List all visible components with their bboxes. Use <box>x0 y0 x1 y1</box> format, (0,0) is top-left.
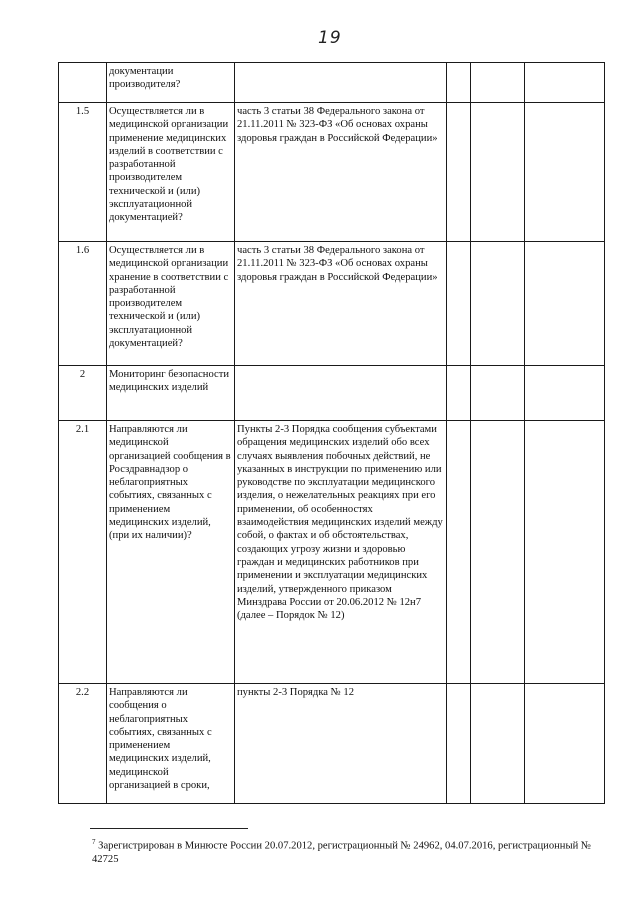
row-number: 1.6 <box>59 242 107 366</box>
row-question: Направляются ли сообщения о неблагоприятных событиях, связанных с применением медицинских изделий, медицинской организацией в сроки, <box>107 684 235 804</box>
checklist-table <box>58 62 605 804</box>
row-number: 2.2 <box>59 684 107 804</box>
row-question: Направляются ли медицинской организацией сообщения в Росздравнадзор о неблагоприятных событиях, связанных с применением медицинских изделий, (при их наличии)? <box>107 421 235 684</box>
footnote-text: Зарегистрирован в Минюсте России 20.07.2012, регистрационный № 24962, 04.07.2016, регистрационный № 42725 <box>92 840 592 866</box>
row-reference <box>235 63 447 103</box>
row-number: 2 <box>59 366 107 421</box>
answer-cell-no <box>471 63 525 103</box>
row-reference: пункты 2-3 Порядка № 12 <box>235 684 447 804</box>
answer-cell-yes <box>447 684 471 804</box>
row-number: 2.1 <box>59 421 107 684</box>
row-question: Мониторинг безопасности медицинских изделий <box>107 366 235 421</box>
answer-cell-no <box>471 242 525 366</box>
answer-cell-note <box>525 242 605 366</box>
answer-cell-no <box>471 684 525 804</box>
answer-cell-yes <box>447 421 471 684</box>
row-reference: Пункты 2-3 Порядка сообщения субъектами обращения медицинских изделий обо всех случаях выявления побочных действий, не указанных в инструкции по применению или руководстве по эксплуатации медицинского изделия, о нежелательных реакциях при его применении, об особенностях взаимодействия медицинских изделий между собой, о фактах и об обстоятельствах, создающих угрозу жизни и здоровью граждан и медицинских работников при применении и эксплуатации медицинских изделий, утвержденного приказом Минздрава России от 20.06.2012 № 12н7 (далее – Порядок № 12) <box>235 421 447 684</box>
answer-cell-yes <box>447 63 471 103</box>
footnote <box>92 836 592 867</box>
table-row <box>59 684 605 804</box>
answer-cell-no <box>471 103 525 242</box>
page-number: 19 <box>318 28 342 48</box>
footnote-separator <box>90 828 248 829</box>
answer-cell-yes <box>447 103 471 242</box>
row-question: документации производителя? <box>107 63 235 103</box>
table-row <box>59 366 605 421</box>
answer-cell-yes <box>447 242 471 366</box>
row-question: Осуществляется ли в медицинской организации хранение в соответствии с разработанной производителем технической и (или) эксплуатационной документацией? <box>107 242 235 366</box>
answer-cell-note <box>525 103 605 242</box>
table-row <box>59 242 605 366</box>
row-question: Осуществляется ли в медицинской организации применение медицинских изделий в соответствии с разработанной производителем технической и (или) эксплуатационной документацией? <box>107 103 235 242</box>
answer-cell-no <box>471 366 525 421</box>
row-number <box>59 63 107 103</box>
footnote-marker: 7 <box>92 838 96 846</box>
row-reference <box>235 366 447 421</box>
table-row <box>59 103 605 242</box>
answer-cell-note <box>525 366 605 421</box>
answer-cell-note <box>525 421 605 684</box>
table-row <box>59 421 605 684</box>
table-row <box>59 63 605 103</box>
row-reference: часть 3 статьи 38 Федерального закона от 21.11.2011 № 323-ФЗ «Об основах охраны здоровья граждан в Российской Федерации» <box>235 242 447 366</box>
answer-cell-yes <box>447 366 471 421</box>
answer-cell-note <box>525 684 605 804</box>
row-reference: часть 3 статьи 38 Федерального закона от 21.11.2011 № 323-ФЗ «Об основах охраны здоровья граждан в Российской Федерации» <box>235 103 447 242</box>
answer-cell-note <box>525 63 605 103</box>
answer-cell-no <box>471 421 525 684</box>
row-number: 1.5 <box>59 103 107 242</box>
